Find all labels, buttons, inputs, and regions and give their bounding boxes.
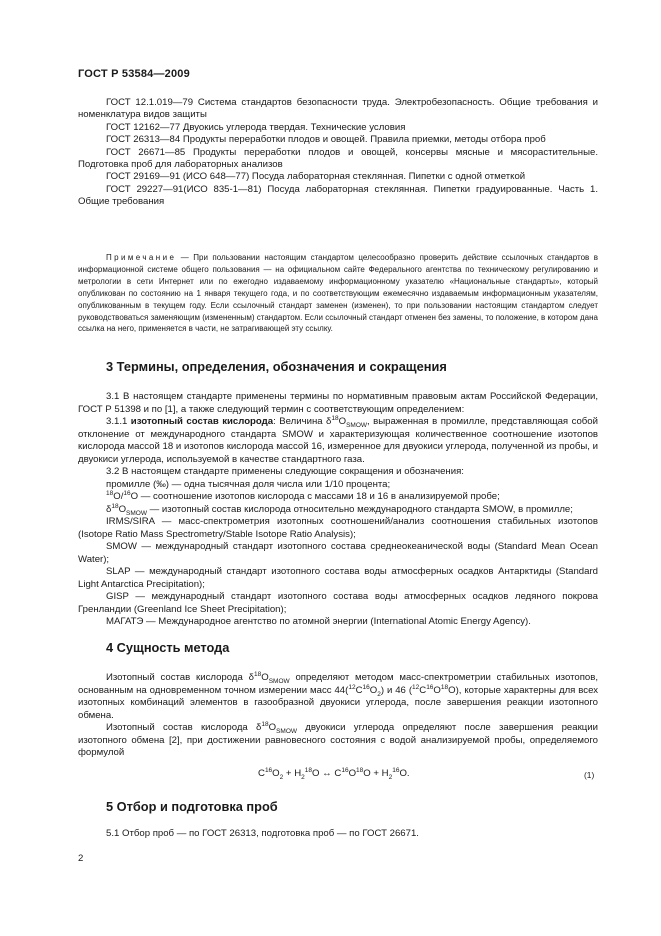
abbr-permil: промилле (‰) — одна тысячная доля числа или 1/10 процента; bbox=[106, 478, 391, 490]
paragraph-4-2: Изотопный состав кислорода $\delta^{18}O_{SMOW}$ двуокиси углерода определяют после завершения реакции изотопного обмена [2], при достижении равновесного состояния с водой анализируемой пробы, определяемого формулой bbox=[78, 720, 598, 758]
abbr-isotope-ratio: $^{18}$O/$^{16}$O — соотношение изотопов кислорода с массами 18 и 16 в анализируемой пробе; bbox=[106, 489, 500, 502]
abbr-iaea: МАГАТЭ — Международное агентство по атомной энергии (International Atomic Energy Agency). bbox=[106, 616, 531, 627]
section-4-body bbox=[78, 672, 598, 760]
paragraph-4-1: Изотопный состав кислорода $\delta^{18}O_{SMOW}$ определяют методом масс-спектрометрии стабильных изотопов, основанным на одновременном точном измерении масс $44(^{12}C^{16}O_2)$ и 46 $(^{12}C^{16}O^{18}O)$, которые характерны для всех изотопных комбинаций элементов в газообразной двуокиси углерода, после завершения реакции изотопного обмена. bbox=[78, 670, 599, 721]
reference-item: ГОСТ 26313—84 Продукты переработки плодов и овощей. Правила приемки, методы отбора проб bbox=[106, 134, 546, 146]
abbr-smow: SMOW — международный стандарт изотопного состава среднеокеанической воды (Standard Mean Ocean Water); bbox=[78, 541, 598, 565]
paragraph-5-1: 5.1 Отбор проб — по ГОСТ 26313, подготовка проб — по ГОСТ 26671. bbox=[106, 828, 419, 839]
section-3-body bbox=[78, 391, 598, 629]
note-label: Примечание bbox=[106, 253, 177, 262]
reference-item: ГОСТ 29227—91(ИСО 835-1—81) Посуда лабораторная стеклянная. Пипетки градуированные. Часть 1. Общие требования bbox=[78, 183, 598, 208]
section-3-title: 3 Термины, определения, обозначения и сокращения bbox=[106, 359, 447, 374]
note-text: — При пользовании настоящим стандартом целесообразно проверить действие ссылочных стандартов в информационной системе общего пользования — на официальном сайте Федерального агентства по техническому регулированию и метрологии в сети Интернет или по ежегодно издаваемому информационному указателю «Национальные стандарты», который опубликован по состоянию на 1 января текущего года, и по соответствующим ежемесячно издаваемым информационным указателям, опубликованным в текущем году. Если ссылочный стандарт заменен (изменен), то при пользовании настоящим стандартом следует руководствоваться заменяющим (измененным) стандартом. Если ссылочный стандарт отменен без замены, то положение, в котором дана ссылка на него, применяется в части, не затрагивающей эту ссылку. bbox=[78, 253, 598, 334]
term-name: изотопный состав кислорода bbox=[130, 416, 274, 427]
note-paragraph bbox=[78, 252, 598, 335]
abbr-gisp: GISP — международный стандарт изотопного состава воды атмосферных осадков ледяного покрова Гренландии (Greenland Ice Sheet Precipitation); bbox=[78, 591, 598, 615]
abbr-irms: IRMS/SIRA — масс-спектрометрия изотопных соотношений/анализ соотношения стабильных изотопов (Isotope Ratio Mass Spectrometry/Stable Isotope Ratio Analysis); bbox=[78, 516, 598, 540]
formula-1: $C^{16}O_2 + H_2^{18}O$ ↔ $C^{16}O^{18}O + H_2^{16}O$. bbox=[258, 766, 410, 781]
abbr-delta-smow: $\delta^{18}O_{SMOW}$ — изотопный состав кислорода относительно международного стандарта SMOW, в промилле; bbox=[106, 502, 573, 517]
reference-item: ГОСТ 12162—77 Двуокись углерода твердая. Технические условия bbox=[106, 121, 406, 133]
reference-item: ГОСТ 12.1.019—79 Система стандартов безопасности труда. Электробезопасность. Общие требования и номенклатура видов защиты bbox=[78, 97, 598, 121]
document-header: ГОСТ Р 53584—2009 bbox=[78, 68, 190, 80]
term-3-1-1: 3.1.1 изотопный состав кислорода: Величина $\delta^{18}O_{SMOW}$, выраженная в промилле, представляющая собой отклонение от международного стандарта SMOW и характеризующая количественное соотношение изотопов кислорода массой 18 и изотопов кислорода массой 16, измеренное для двуокиси углерода, полученной из пробы, и двуокиси углерода, используемой в качестве стандартного газа. bbox=[78, 414, 599, 465]
reference-item: ГОСТ 26671—85 Продукты переработки плодов и овощей, консервы мясные и мясорастительные. Подготовка проб для лабораторных анализов bbox=[78, 146, 598, 171]
paragraph-3-2: 3.2 В настоящем стандарте применены следующие сокращения и обозначения: bbox=[106, 466, 464, 477]
formula-number: (1) bbox=[584, 770, 595, 780]
section-5-title: 5 Отбор и подготовка проб bbox=[106, 799, 278, 814]
section-5-body bbox=[78, 828, 598, 841]
abbr-slap: SLAP — международный стандарт изотопного состава воды атмосферных осадков Антарктиды (Standard Light Antarctica Precipitation); bbox=[78, 566, 598, 590]
reference-item: ГОСТ 29169—91 (ИСО 648—77) Посуда лабораторная стеклянная. Пипетки с одной отметкой bbox=[106, 171, 526, 183]
section-4-title: 4 Сущность метода bbox=[106, 640, 230, 655]
normative-references bbox=[78, 97, 598, 209]
paragraph-3-1: 3.1 В настоящем стандарте применены термины по нормативным правовым актам Российской Федерации, ГОСТ Р 51398 и по [1], а также следующий термин с соответствующим определением: bbox=[78, 391, 598, 415]
page-number: 2 bbox=[78, 853, 84, 864]
